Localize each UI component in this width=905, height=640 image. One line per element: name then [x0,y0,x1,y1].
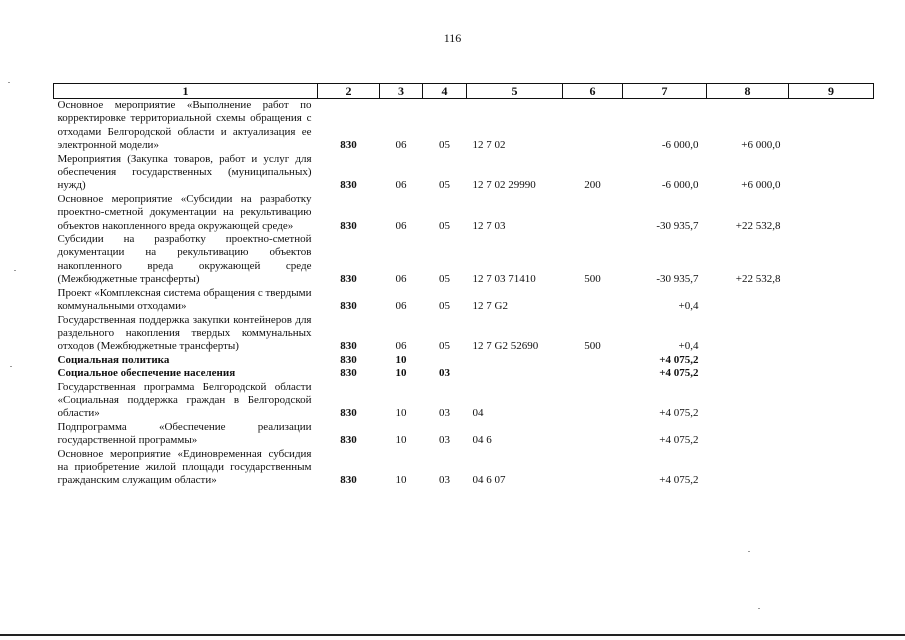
row-name-cell: Основное мероприятие «Единовременная субсидия на приобретение жилой площади государственным гражданским служащим области» [57,447,312,487]
target-article-cell: 12 7 03 [472,219,506,232]
subsection-cell: 05 [439,340,450,353]
expense-type-cell [563,287,623,314]
table-row [54,367,874,380]
amount-change-cell: -30 935,7 [656,219,699,232]
amount-change-cell [707,421,789,448]
subsection-cell [423,354,467,367]
target-article-cell: 12 7 G2 52690 [472,340,539,353]
target-article-cell: 12 7 03 71410 [472,273,536,286]
row-name-cell: Мероприятия (Закупка товаров, работ и услуг для обеспечения государственных (муниципальных) нужд) [57,152,312,192]
budget-table [53,83,874,488]
page-number: 116 [443,31,462,45]
section-cell: 10 [395,474,407,487]
admin-code-cell: 830 [340,367,357,380]
expense-type-cell [563,99,623,153]
amount-change-cell: +4 075,2 [659,474,699,487]
table-row [54,287,874,314]
amount-change-cell: +22 532,8 [735,219,781,232]
row-name-cell: Подпрограмма «Обеспечение реализации государственной программы» [57,420,312,447]
subsection-cell: 05 [439,273,450,286]
column-9-cell [789,421,874,448]
admin-code-cell: 830 [340,139,357,152]
table-row [54,448,874,488]
subsection-cell: 03 [439,367,450,380]
column-header: 9 [789,84,874,99]
column-9-cell [789,314,874,354]
column-9-cell [789,381,874,421]
table-row [54,233,874,287]
row-name-cell: Основное мероприятие «Выполнение работ по корректировке территориальной схемы обращения с отходами Белгородской области и актуализация ее электронной модели» [57,99,312,152]
admin-code-cell: 830 [340,474,357,487]
subsection-cell: 05 [439,300,450,313]
row-name-cell: Государственная программа Белгородской области «Социальная поддержка граждан в Белгородской области» [57,380,312,420]
amount-change-cell: +4 075,2 [659,434,699,447]
expense-type-cell [563,354,623,367]
target-article-cell: 12 7 02 [472,139,506,152]
amount-change-cell: +0,4 [678,340,699,353]
amount-change-cell: +22 532,8 [735,273,781,286]
target-article-cell [467,354,563,367]
section-cell: 10 [395,434,407,447]
scan-speck [10,366,12,367]
table-row [54,153,874,193]
admin-code-cell: 830 [340,300,357,313]
amount-change-cell [707,314,789,354]
section-cell: 10 [395,407,407,420]
column-9-cell [789,448,874,488]
column-header: 1 [54,84,318,99]
expense-type-cell [563,448,623,488]
amount-change-cell: -6 000,0 [661,139,699,152]
table-row [54,99,874,153]
amount-change-cell: -6 000,0 [661,179,699,192]
target-article-cell: 04 6 07 [472,474,506,487]
section-cell: 06 [395,273,407,286]
row-name-cell: Проект «Комплексная система обращения с твердыми коммунальными отходами» [57,286,312,313]
column-9-cell [789,287,874,314]
table-row [54,381,874,421]
amount-change-cell: +0,4 [678,300,699,313]
section-cell: 06 [395,219,407,232]
amount-change-cell: +4 075,2 [659,367,699,380]
amount-change-cell: +6 000,0 [741,139,781,152]
scan-speck [8,82,10,83]
admin-code-cell: 830 [340,273,357,286]
amount-change-cell [707,287,789,314]
row-name-cell: Основное мероприятие «Субсидии на разработку проектно-сметной документации на рекультивацию объектов накопленного вреда окружающей среде» [57,192,312,232]
column-header: 3 [380,84,423,99]
amount-change-cell: +4 075,2 [659,353,699,366]
column-9-cell [789,153,874,193]
column-9-cell [789,99,874,153]
expense-type-cell: 500 [584,340,601,353]
section-cell: 10 [395,367,407,380]
admin-code-cell: 830 [340,407,357,420]
admin-code-cell: 830 [340,353,357,366]
subsection-cell: 03 [439,407,450,420]
admin-code-cell: 830 [340,179,357,192]
expense-type-cell [563,193,623,233]
amount-change-cell: +6 000,0 [741,179,781,192]
table-row [54,193,874,233]
scan-speck [758,608,760,609]
amount-change-cell: -30 935,7 [656,273,699,286]
target-article-cell: 12 7 02 29990 [472,179,536,192]
column-header: 2 [318,84,380,99]
section-cell: 06 [395,300,407,313]
admin-code-cell: 830 [340,340,357,353]
table-row [54,314,874,354]
subsection-cell: 03 [439,474,450,487]
subsection-cell: 05 [439,139,450,152]
amount-change-cell [707,448,789,488]
target-article-cell: 12 7 G2 [472,300,508,313]
section-cell: 06 [395,139,407,152]
amount-change-cell: +4 075,2 [659,407,699,420]
expense-type-cell [563,381,623,421]
target-article-cell: 04 [472,407,484,420]
target-article-cell [467,367,563,380]
section-cell: 10 [395,353,407,366]
admin-code-cell: 830 [340,434,357,447]
subsection-cell: 03 [439,434,450,447]
row-name-cell: Государственная поддержка закупки контейнеров для раздельного накопления твердых коммунальных отходов (Межбюджетные трансферты) [57,313,312,353]
row-name-cell: Социальная политика [57,353,170,366]
section-cell: 06 [395,179,407,192]
table-row [54,421,874,448]
column-header: 8 [707,84,789,99]
table-row [54,354,874,367]
row-name-cell: Субсидии на разработку проектно-сметной документации на рекультивацию объектов накопленного вреда окружающей среде (Межбюджетные трансферты) [57,233,312,286]
expense-type-cell [563,421,623,448]
amount-change-cell [707,354,789,367]
scan-speck [14,270,16,271]
expense-type-cell: 200 [584,179,601,192]
column-header: 4 [423,84,467,99]
column-9-cell [789,193,874,233]
column-header: 7 [623,84,707,99]
table-body [54,99,874,488]
page-bottom-edge [0,634,905,636]
column-9-cell [789,367,874,380]
subsection-cell: 05 [439,179,450,192]
column-9-cell [789,354,874,367]
column-header: 6 [563,84,623,99]
target-article-cell: 04 6 [472,434,492,447]
column-header: 5 [467,84,563,99]
amount-change-cell [707,367,789,380]
expense-type-cell: 500 [584,273,601,286]
admin-code-cell: 830 [340,219,357,232]
subsection-cell: 05 [439,219,450,232]
row-name-cell: Социальное обеспечение населения [57,367,236,380]
expense-type-cell [563,367,623,380]
section-cell: 06 [395,340,407,353]
table-header-row [54,84,874,99]
column-9-cell [789,233,874,287]
scan-speck [748,551,750,552]
amount-change-cell [707,381,789,421]
